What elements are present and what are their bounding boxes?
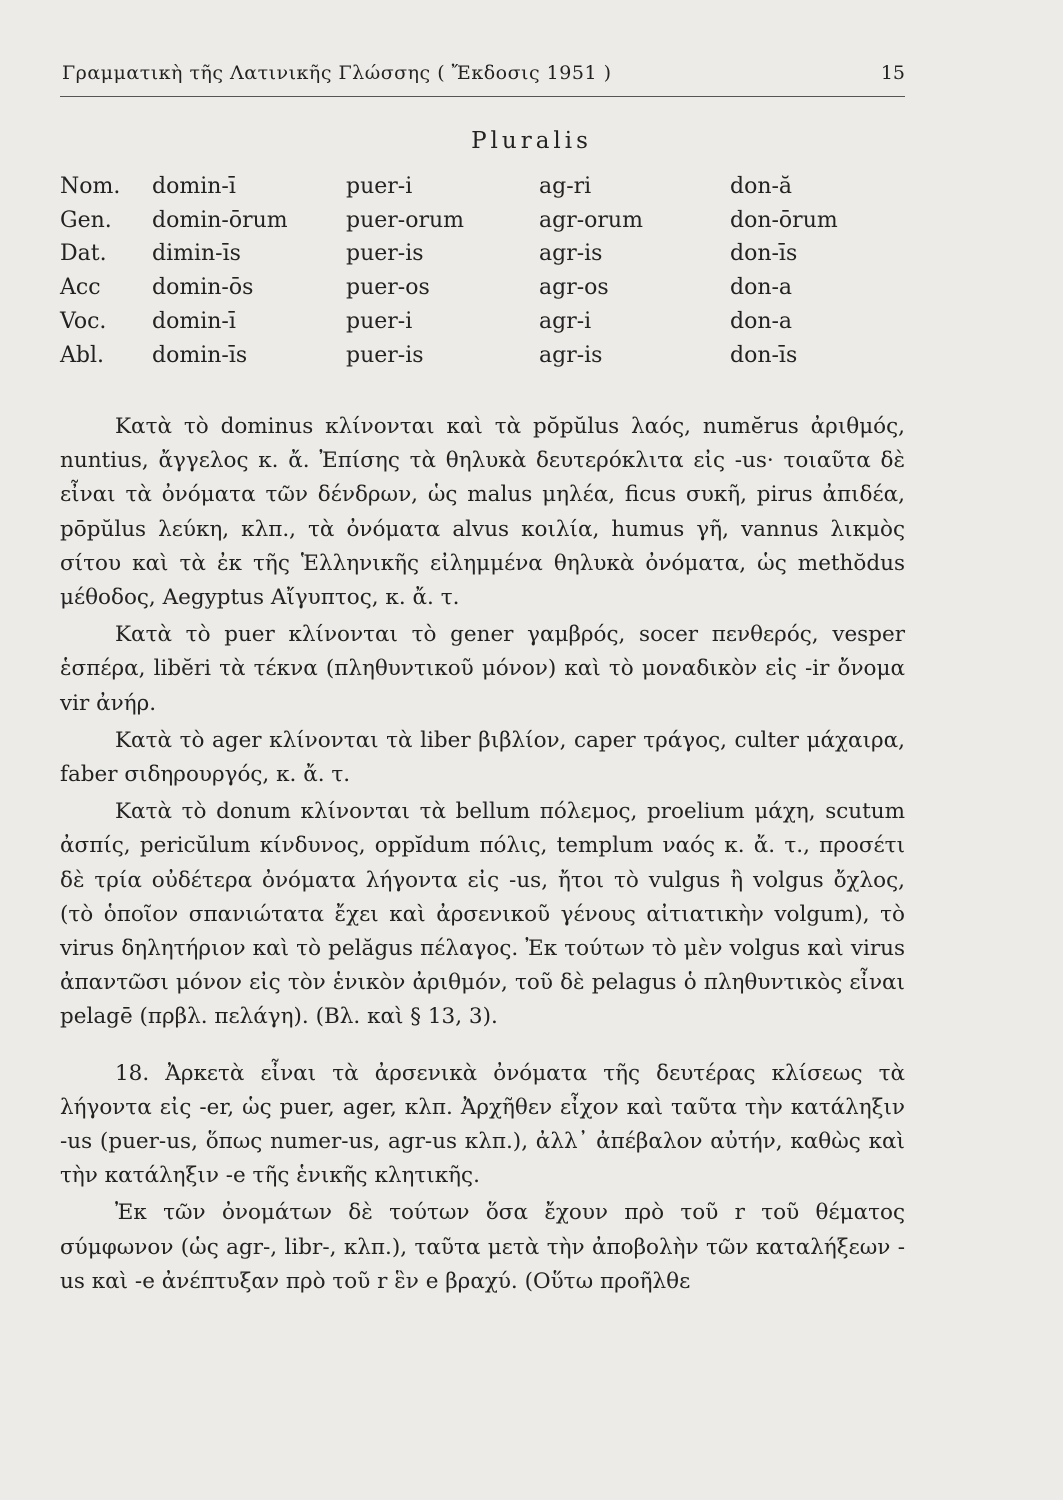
declension-table bbox=[60, 170, 910, 372]
form-puer: puer-is bbox=[346, 342, 424, 368]
case-label: Abl. bbox=[60, 342, 104, 368]
form-ager: ag-ri bbox=[539, 174, 592, 199]
form-puer: puer-i bbox=[346, 308, 413, 334]
case-label: Gen. bbox=[60, 207, 112, 233]
case-label: Dat. bbox=[60, 241, 107, 267]
form-donum: don-īs bbox=[730, 241, 798, 267]
table-row bbox=[60, 339, 910, 373]
table-row bbox=[60, 237, 910, 271]
form-dominus: domin-ī bbox=[152, 174, 236, 199]
form-puer: puer-orum bbox=[346, 207, 465, 233]
form-donum: don-a bbox=[730, 275, 793, 301]
form-donum: don-a bbox=[730, 308, 793, 334]
form-ager: agr-orum bbox=[539, 207, 643, 233]
page-number: 15 bbox=[880, 62, 905, 84]
paragraph-donum: Κατὰ τὸ donum κλίνονται τὰ bellum πόλεμος, proelium μάχη, scutum ἀσπίς, pericŭlum κίνδυνος, oppĭdum πόλις, templum ναός κ. ἄ. τ., προσέτι δὲ τρία οὐδέτερα ὀνόματα λήγοντα εἰς -us, ἤτοι τὸ vulgus ἢ volgus ὄχλος, (τὸ ὁποῖον σπανιώτατα ἔχει καὶ ἀρσενικοῦ γένους αἰτιατικὴν volgum), τὸ virus δηλητήριον καὶ τὸ pelăgus πέλαγος. Ἐκ τούτων τὸ μὲν volgus καὶ virus ἀπαντῶσι μόνον εἰς τὸν ἑνικὸν ἀριθμόν, τοῦ δὲ pelagus ὁ πληθυντικὸς εἶναι pelagē (πρβλ. πελάγη). (Βλ. καὶ § 13, 3). bbox=[60, 799, 905, 1030]
form-puer: puer-os bbox=[346, 275, 430, 301]
table-row bbox=[60, 271, 910, 305]
paragraph-dominus: Κατὰ τὸ dominus κλίνονται καὶ τὰ pŏpŭlus λαός, numĕrus ἀριθμός, nuntius, ἄγγελος κ. ἄ. Ἐπίσης τὰ θηλυκὰ δευτερόκλιτα εἰς -us· τοιαῦτα δὲ εἶναι τὰ ὀνόματα τῶν δένδρων, ὡς malus μηλέα, ficus συκῆ, pirus ἀπιδέα, pōpŭlus λεύκη, κλπ., τὰ ὀνόματα alvus κοιλία, humus γῆ, vannus λικμὸς σίτου καὶ τὰ ἐκ τῆς Ἑλληνικῆς εἰλημμένα θηλυκὰ ὀνόματα, ὡς methŏdus μέθοδος, Aegyptus Αἴγυπτος, κ. ἄ. τ. bbox=[60, 414, 905, 611]
form-puer: puer-is bbox=[346, 241, 424, 267]
form-puer: puer-i bbox=[346, 174, 413, 199]
case-label: Voc. bbox=[60, 308, 107, 334]
form-dominus: domin-ī bbox=[152, 308, 236, 334]
form-dominus: domin-ōrum bbox=[152, 207, 288, 233]
form-dominus: dimin-īs bbox=[152, 241, 241, 267]
form-donum: don-īs bbox=[730, 342, 798, 368]
table-row bbox=[60, 170, 910, 204]
table-row bbox=[60, 305, 910, 339]
case-label: Acc bbox=[60, 275, 101, 301]
paragraph-puer: Κατὰ τὸ puer κλίνονται τὸ gener γαμβρός, socer πενθερός, vesper ἑσπέρα, libĕri τὰ τέκνα (πληθυντικοῦ μόνον) καὶ τὸ μοναδικὸν εἰς -ir ὄνομα vir ἀνήρ. bbox=[60, 622, 905, 716]
body-text bbox=[60, 410, 905, 1302]
table-row bbox=[60, 204, 910, 238]
paragraph-ager: Κατὰ τὸ ager κλίνονται τὰ liber βιβλίον, caper τράγος, culter μάχαιρα, faber σιδηρουργός, κ. ἄ. τ. bbox=[60, 727, 905, 788]
form-ager: agr-is bbox=[539, 241, 603, 267]
paragraph-section-18: 18. Ἀρκετὰ εἶναι τὰ ἀρσενικὰ ὀνόματα τῆς δευτέρας κλίσεως τὰ λήγοντα εἰς -er, ὡς puer, ager, κλπ. Ἀρχῆθεν εἶχον καὶ ταῦτα τὴν κατάληξιν -us (puer-us, ὅπως numer-us, agr-us κλπ.), ἀλλ᾿ ἀπέβαλον αὐτήν, καθὼς καὶ τὴν κατάληξιν -e τῆς ἑνικῆς κλητικῆς. bbox=[60, 1060, 905, 1189]
header-title: Γραμματικὴ τῆς Λατινικῆς Γλώσσης ( Ἔκδοσις 1951 ) bbox=[62, 62, 612, 84]
form-donum: don-ă bbox=[730, 174, 793, 199]
running-header bbox=[60, 60, 905, 97]
form-dominus: domin-ōs bbox=[152, 275, 254, 301]
section-title: Pluralis bbox=[471, 128, 592, 154]
case-label: Nom. bbox=[60, 174, 121, 199]
form-dominus: domin-īs bbox=[152, 342, 248, 368]
form-ager: agr-is bbox=[539, 342, 603, 368]
form-donum: don-ōrum bbox=[730, 207, 838, 233]
form-ager: agr-i bbox=[539, 308, 592, 334]
form-ager: agr-os bbox=[539, 275, 609, 301]
paragraph-consonant-stems: Ἐκ τῶν ὀνομάτων δὲ τούτων ὅσα ἔχουν πρὸ τοῦ r τοῦ θέματος σύμφωνον (ὡς agr-, libr-, κλπ.), ταῦτα μετὰ τὴν ἀποβολὴν τῶν καταλήξεων -us καὶ -e ἀνέπτυξαν πρὸ τοῦ r ἓν e βραχύ. (Οὕτω προῆλθε bbox=[60, 1200, 905, 1294]
